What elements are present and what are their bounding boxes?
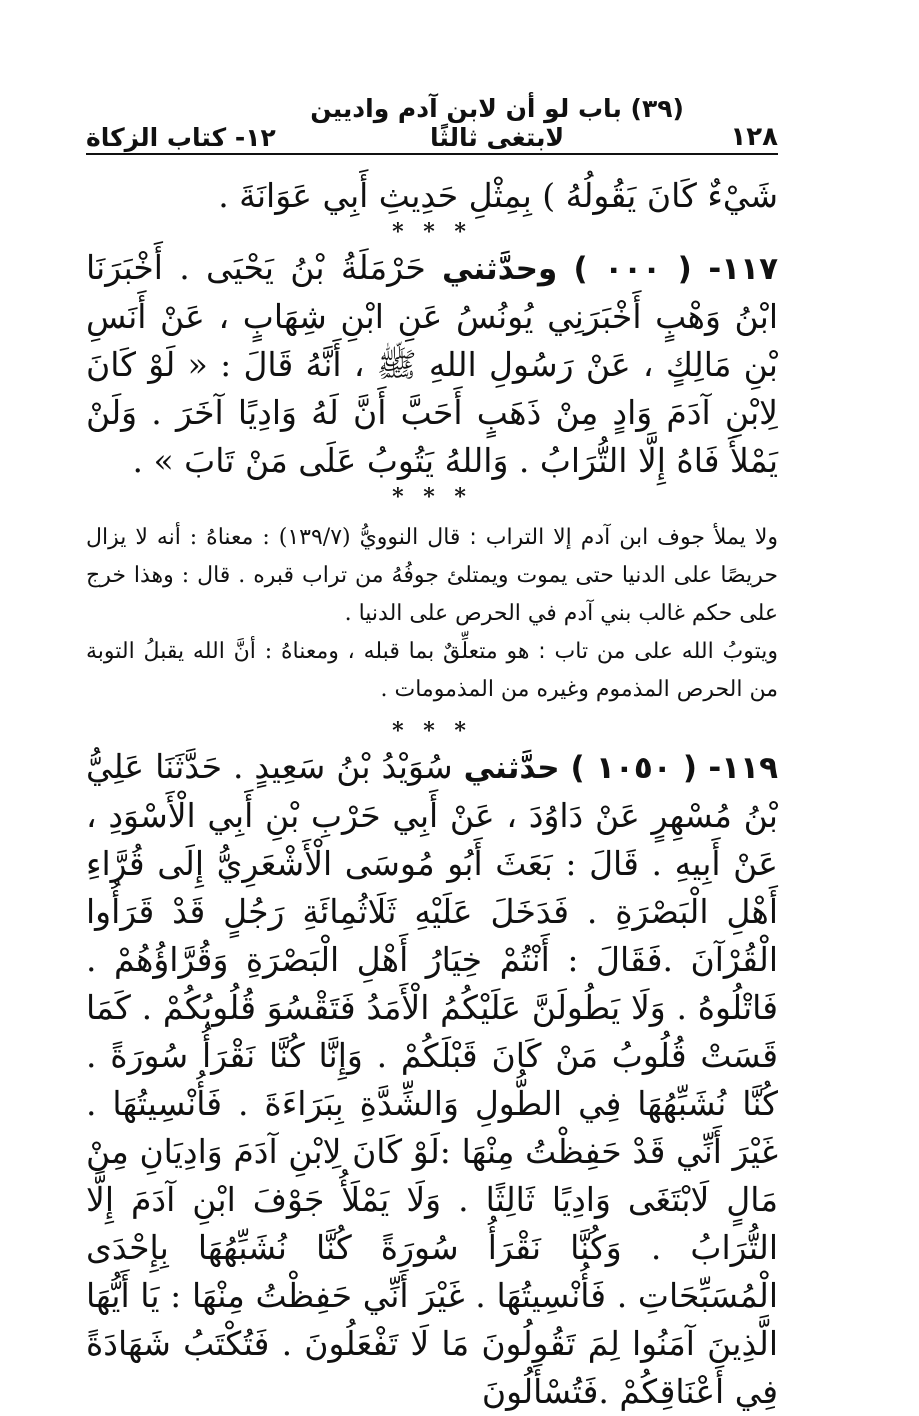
hadith-lead: وحدَّثني (442, 251, 558, 287)
separator: * * * (392, 718, 472, 744)
commentary (86, 519, 778, 709)
hadith-text: سُوَيْدُ بْنُ سَعِيدٍ . حَدَّثَنَا عَلِيُّ بْنُ مُسْهِرٍ عَنْ دَاوُدَ ، عَنْ أَبِي حَرْبِ بْنِ أَبِي الْأَسْوَدِ ، عَنْ أَبِيهِ . قَالَ : بَعَثَ أَبُو مُوسَى الْأَشْعَرِيُّ إِلَى قُرَّاءِ أَهْلِ الْبَصْرَةِ . فَدَخَلَ عَلَيْهِ ثَلَاثُمِائَةِ رَجُلٍ قَدْ قَرَأُوا الْقُرْآنَ .فَقَالَ : أَنْتُمْ خِيَارُ أَهْلِ الْبَصْرَةِ وَقُرَّاؤُهُمْ . فَاتْلُوهُ . وَلَا يَطُولَنَّ عَلَيْكُمُ الْأَمَدُ فَتَقْسُوَ قُلُوبُكُمْ . كَمَا قَسَتْ قُلُوبُ مَنْ كَانَ قَبْلَكُمْ . وَإِنَّا كُنَّا نَقْرَأُ سُورَةً . كُنَّا نُشَبِّهُهَا فِي الطُّولِ وَالشِّدَّةِ بِبَرَاءَةَ . فَأُنْسِيتُهَا . غَيْرَ أَنِّي قَدْ حَفِظْتُ مِنْهَا :لَوْ كَانَ لِابْنِ آدَمَ وَادِيَانِ مِنْ مَالٍ لَابْتَغَى وَادِيًا ثَالِثًا . وَلَا يَمْلَأُ جَوْفَ ابْنِ آدَمَ إِلَّا التُّرَابُ . وَكُنَّا نَقْرَأُ سُورَةً كُنَّا نُشَبِّهُهَا بِإِحْدَى الْمُسَبِّحَاتِ . فَأُنْسِيتُهَا . غَيْرَ أَنِّي حَفِظْتُ مِنْهَا : يَا أَيُّهَا الَّذِينَ آمَنُوا لِمَ تَقُولُونَ مَا لَا تَفْعَلُونَ . فَتُكْتَبُ شَهَادَةً فِي أَعْنَاقِكُمْ .فَتُسْأَلُونَ (86, 747, 778, 1411)
note-paragraph (86, 519, 778, 633)
header-rule (86, 153, 778, 155)
note-heading: ويتوبُ الله على من تاب : (538, 639, 778, 664)
note-text: هو متعلِّقٌ بما قبله ، ومعناهُ : أنَّ الله يقبلُ التوبة من الحرص المذموم وغيره من المذمومات . (86, 639, 778, 702)
note-paragraph (86, 633, 778, 709)
separator: * * * (392, 484, 472, 510)
running-header (86, 94, 778, 152)
note-heading: ولا يملأ جوف ابن آدم إلا التراب : (469, 525, 778, 550)
chapter-title: (٣٩) باب لو أن لابن آدم واديين لابتغى ثالثًا (310, 94, 684, 152)
hadith-number: ١١٧- ( ٠٠٠ ) (573, 251, 778, 287)
separator: * * * (392, 219, 472, 245)
book-title: ١٢- كتاب الزكاة (86, 123, 276, 152)
hadith-117 (86, 244, 778, 485)
continuation-text: شَيْءٌ كَانَ يَقُولُهُ ) بِمِثْلِ حَدِيثِ أَبِي عَوَانَةَ . (218, 176, 778, 215)
hadith-119 (86, 743, 778, 1416)
page-body (86, 172, 778, 1416)
hadith-text: حَرْمَلَةُ بْنُ يَحْيَى . أَخْبَرَنَا ابْنُ وَهْبٍ أَخْبَرَنِي يُونُسُ عَنِ ابْنِ شِهَابٍ ، عَنْ أَنَسِ بْنِ مَالِكٍ ، عَنْ رَسُولِ اللهِ ﷺ ، أَنَّهُ قَالَ : « لَوْ كَانَ لِابْنِ آدَمَ وَادٍ مِنْ ذَهَبٍ أَحَبَّ أَنَّ لَهُ وَادِيًا آخَرَ . وَلَنْ يَمْلأَ فَاهُ إِلَّا التُّرَابُ . وَاللهُ يَتُوبُ عَلَى مَنْ تَابَ » . (86, 248, 778, 480)
hadith-lead: حدَّثني (463, 750, 560, 786)
note-text: قال النوويُّ (١٣٩/٧) : معناهُ : أنه لا يزال حريصًا على الدنيا حتى يموت ويمتلئ جوفُهُ من تراب قبره . قال : وهذا خرج على حكم غالب بني آدم في الحرص على الدنيا . (86, 525, 778, 626)
page-number: ١٢٨ (730, 122, 778, 152)
hadith-number: ١١٩- ( ١٠٥٠ ) (570, 750, 778, 786)
